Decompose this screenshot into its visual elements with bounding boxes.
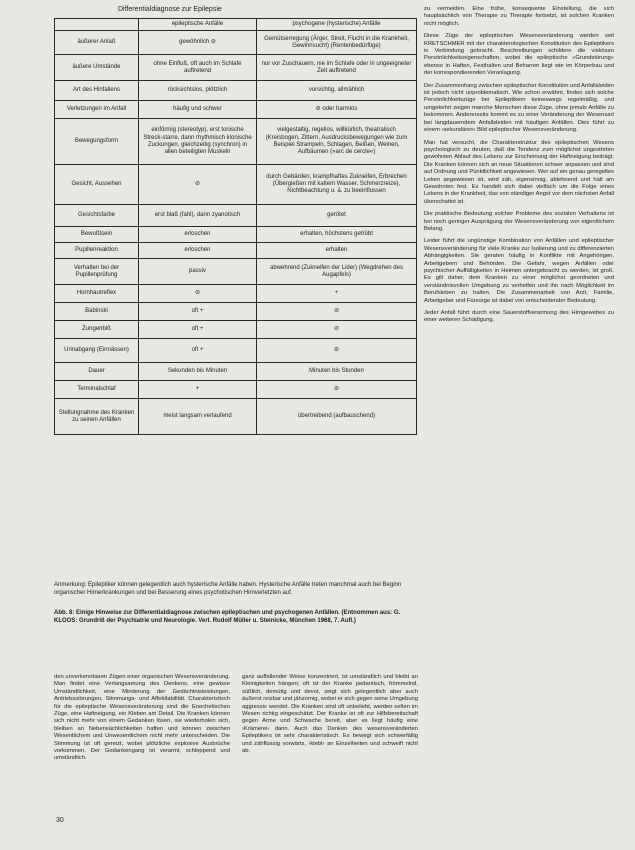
row-label: Verhalten bei der Pupillenprüfung xyxy=(55,259,139,285)
row-label: Bewußtsein xyxy=(55,227,139,243)
table-row xyxy=(55,205,417,227)
psychogenic-cell: übertreibend (aufbauschend) xyxy=(257,399,417,435)
epileptic-cell: Sekunden bis Minuten xyxy=(139,363,257,381)
epileptic-cell: meist langsam verlaufend xyxy=(139,399,257,435)
right-text-column xyxy=(424,6,614,826)
paragraph: Diese Züge der epileptischen Wesensveränderung werden seit KRETSCHMER mit der charakterologischen Konstitution des Epileptikers in Verbindung gebracht. Beschreibungen schildern die viskösen Persönlichkeitseigenschaften, wobei die epileptische »Grundstörung« ebenso in Haften, Festhalten und Beharren liegt wie im Körperbau und der korrespondierenden Veranlagung. xyxy=(424,33,614,77)
epileptic-cell: + xyxy=(139,381,257,399)
table-row xyxy=(55,285,417,303)
epileptic-cell: passiv xyxy=(139,259,257,285)
table-footnote: Anmerkung: Epileptiker können gelegentlich auch hysterische Anfälle haben. Hysterische Anfälle treten manchmal auch bei Beginn organischer Hirnerkrankungen und bei Besserung eines psychotischen Hirnverletzten auf. xyxy=(54,582,402,596)
epileptic-cell: erst blaß (fahl), dann zyanotisch xyxy=(139,205,257,227)
table-row xyxy=(55,321,417,339)
row-label: äußere Umstände xyxy=(55,55,139,81)
table-row xyxy=(55,363,417,381)
row-label: Pupillenreaktion xyxy=(55,243,139,259)
paragraph: Die praktische Bedeutung solcher Probleme des sozialen Verhaltens ist bei noch geringer Ausprägung der Wesensveränderung von eigentlichem Belang. xyxy=(424,211,614,232)
epileptic-cell: ohne Einfluß, oft auch im Schlafe auftretend xyxy=(139,55,257,81)
paragraph: Der Zusammenhang zwischen epileptischer Konstitution und Anfallsleiden ist jedoch nicht unproblematisch. Wie schon erwähnt, finden sich solche Persönlichkeitszüge bei Epileptikern keineswegs regelmäßig, und umgekehrt zeigen manche Menschen diese Züge, ohne jemals Anfälle zu bekommen. Andererseits kommt es zu einer Veränderung der Wesensart bei langdauerndem Anfallsleiden mit häufigen Anfällen. Dies führt zu einem ›sekundären‹ Bild epileptischer Wesensveränderung. xyxy=(424,82,614,134)
paragraph: Jeder Anfall führt durch eine Sauerstoffverarmung des Hirngewebes zu einer weiteren Schädigung. xyxy=(424,310,614,324)
header-empty-cell xyxy=(55,19,139,31)
psychogenic-cell: Gemütserregung (Ärger, Streit, Flucht in die Krankheit, Gewinnsucht) (Rentenbedürftige) xyxy=(257,31,417,55)
row-label: Bewegungsform xyxy=(55,119,139,165)
psychogenic-cell: + xyxy=(257,285,417,303)
table-row xyxy=(55,243,417,259)
epileptic-cell: oft + xyxy=(139,339,257,363)
table-row xyxy=(55,259,417,285)
psychogenic-cell: erhalten, höchstens getrübt xyxy=(257,227,417,243)
table-row xyxy=(55,119,417,165)
table-title: Differentialdiagnose zur Epilepsie xyxy=(118,6,222,13)
table-row xyxy=(55,101,417,119)
epileptic-cell: rücksichtslos, plötzlich xyxy=(139,81,257,101)
paragraph: zu vermeiden. Eine frühe, konsequente Einstellung, die sich hauptsächlich von Therapie zu Therapie fortsetzt, ist solchen Kranken nicht möglich. xyxy=(424,6,614,27)
epileptic-cell: erloschen xyxy=(139,227,257,243)
page-number: 30 xyxy=(56,817,64,824)
psychogenic-cell: ⊘ xyxy=(257,381,417,399)
psychogenic-cell: ⊘ xyxy=(257,321,417,339)
psychogenic-cell: Minuten bis Stunden xyxy=(257,363,417,381)
paragraph: den unverkennbaren Zügen einer organischen Wesensveränderung. Man findet eine Verlangsamung des Denkens, eine gewisse Umständlichkeit, eine Minderung der Gedächtnisleistungen, Antriebsstörungen, Stimmungs- und Affektlabilität. Charakteristisch für die epileptische Wesensveränderung sind die Enechetischen Züge, eine Haftneigung, ein Kleben am Detail. Die Kranken können sich nicht mehr von einem Gedanken lösen, sie wiederholen sich, bleiben an Nebensächlichkeiten haften und können zwischen Wesentlichem und Unwesentlichem nicht mehr unterscheiden. Die Stimmung ist oft gereizt, wobei plötzliche explosive Ausbrüche vorkommen. Der Gedankengang ist verarmt, schleppend und umständlich. xyxy=(54,674,230,762)
row-label: Babinski xyxy=(55,303,139,321)
psychogenic-cell: ⊘ oder harmlos xyxy=(257,101,417,119)
psychogenic-cell: erhalten xyxy=(257,243,417,259)
header-epileptic: epileptische Anfälle xyxy=(139,19,257,31)
differential-diagnosis-table xyxy=(54,18,417,435)
row-label: Stellungnahme des Kranken zu seinen Anfällen xyxy=(55,399,139,435)
psychogenic-cell: durch Gebärden, krampfhaftes Zukneifen, Erbrechen (Übergießen mit kaltem Wasser, Schmerzreize), Nichtbeachtung u. ä. zu beeinflussen xyxy=(257,165,417,205)
psychogenic-cell: abwehrend (Zukneifen der Lider) (Wegdrehen des Augapfels) xyxy=(257,259,417,285)
middle-text-column xyxy=(242,674,418,814)
epileptic-cell: häufig und schwer xyxy=(139,101,257,119)
psychogenic-cell: vielgestaltig, regellos, willkürlich, theatralisch (Kreisbogen, Zittern, Ausdrucksbewegungen wie zum Beispiel Strampeln, Schlagen, Beißen, Weinen, Aufbäumen (»arc de cercle«) xyxy=(257,119,417,165)
row-label: äußerer Anlaß xyxy=(55,31,139,55)
left-text-column xyxy=(54,674,230,814)
row-label: Verletzungen im Anfall xyxy=(55,101,139,119)
psychogenic-cell: vorsichtig, allmählich xyxy=(257,81,417,101)
epileptic-cell: erloschen xyxy=(139,243,257,259)
row-label: Gesicht, Aussehen xyxy=(55,165,139,205)
row-label: Urinabgang (Einnässen) xyxy=(55,339,139,363)
row-label: Art des Hinfallens xyxy=(55,81,139,101)
table-row xyxy=(55,381,417,399)
paragraph: ganz auffallender Weise konzentriert, ist umständlich und bleibt an Kleinigkeiten hängen; oft ist der Kranke pedantisch, frömmelnd, süßlich, demütig und devot, zeigt sich gelegentlich aber auch äußerst reizbar und jähzornig, wobei er sich gegen seine Umgebung aggressiv wendet. Die Kranken sind oft unbeliebt, werden selten im Wesen richtig eingeschätzt. Der Kranke ist oft zur Hilfsbereitschaft gegen Arme und Schwache bereit, aber es liegt häufig eine ›Krämerei‹ darin. Auch das Denken des wesensveränderten Epileptikers ist sehr charakteristisch. Es bewegt sich schwerfällig und zähflüssig vorwärts, ›klebt‹ an Einzelheiten und schweift nicht ab. xyxy=(242,674,418,755)
psychogenic-cell: ⊘ xyxy=(257,303,417,321)
row-label: Gesichtsfarbe xyxy=(55,205,139,227)
psychogenic-cell: gerötet xyxy=(257,205,417,227)
table-row xyxy=(55,339,417,363)
row-label: Dauer xyxy=(55,363,139,381)
psychogenic-cell: ⊘ xyxy=(257,339,417,363)
epileptic-cell: oft + xyxy=(139,303,257,321)
epileptic-cell: gewöhnlich ⊘ xyxy=(139,31,257,55)
figure-caption: Abb. 8: Einige Hinweise zur Differentialdiagnose zwischen epileptischen und psychogenen Anfällen. (Entnommen aus: G. KLOOS: Grundriß der Psychiatrie und Neurologie. Verl. Rudolf Müller u. Steinicke, München 1968, 7. Aufl.) xyxy=(54,610,401,624)
epileptic-cell: ⊘ xyxy=(139,165,257,205)
psychogenic-cell: nur vor Zuschauern, nie im Schlafe oder in ungeeigneter Zeit auftretend xyxy=(257,55,417,81)
table-row xyxy=(55,81,417,101)
table-row xyxy=(55,31,417,55)
paragraph: Man hat versucht, die Charakterstruktur des epileptischen Wesens psychologisch zu deuten, daß die Tendenz zum möglichst ungestörten gewohnten Ablauf des Lebens zur Erscheinung der Haftneigung beiträgt. Die Kranken können sich an neue Situationen schwer anpassen und sind auf Ordnung und Pünktlichkeit angewiesen. Wer auf ein genau geregeltes Leben angewiesen ist, wird zäh, eigensinnig, ablehnend und hält am Gewohnten fest. Es handelt sich dabei vielfach um die Folge eines Lebens in der Krankheit, das von ständiger Angst vor dem nächsten Anfall überschattet ist. xyxy=(424,139,614,205)
row-label: Zungenbiß xyxy=(55,321,139,339)
header-psychogenic: psychogene (hysterische) Anfälle xyxy=(257,19,417,31)
row-label: Hornhautreflex xyxy=(55,285,139,303)
row-label: Terminalschlaf xyxy=(55,381,139,399)
table-row xyxy=(55,227,417,243)
epileptic-cell: oft + xyxy=(139,321,257,339)
epileptic-cell: ⊘ xyxy=(139,285,257,303)
table-header-row xyxy=(55,19,417,31)
table-row xyxy=(55,303,417,321)
table-row xyxy=(55,165,417,205)
table-row xyxy=(55,55,417,81)
table-row xyxy=(55,399,417,435)
paragraph: Leider führt die ungünstige Kombination von Anfällen und epileptischer Wesensveränderung für viele Kranke zur Isolierung und zu differenzierten Abhängigkeiten. Sie geraten häufig in Konflikte mit Angehörigen, Arbeitgebern und Behörden. Die Gefahr, wegen Anfällen oder psychischer Auffälligkeiten in Heimen untergebracht zu werden, ist groß. Es gilt daher, dem Kranken zu einer möglichst geordneten und verständnisvollen Umgebung zu verhelfen und ihn nach Möglichkeit im Berufsleben zu halten. Die Zusammenarbeit von Arzt, Familie, Arbeitgeber und Fürsorge ist dabei von entscheidender Bedeutung. xyxy=(424,238,614,304)
epileptic-cell: einförmig (stereotyp), erst tonische Streck-starre, dann rhythmisch klonische Zuckungen, gleichzeitig (synchron) in allen beteiligten Muskeln xyxy=(139,119,257,165)
